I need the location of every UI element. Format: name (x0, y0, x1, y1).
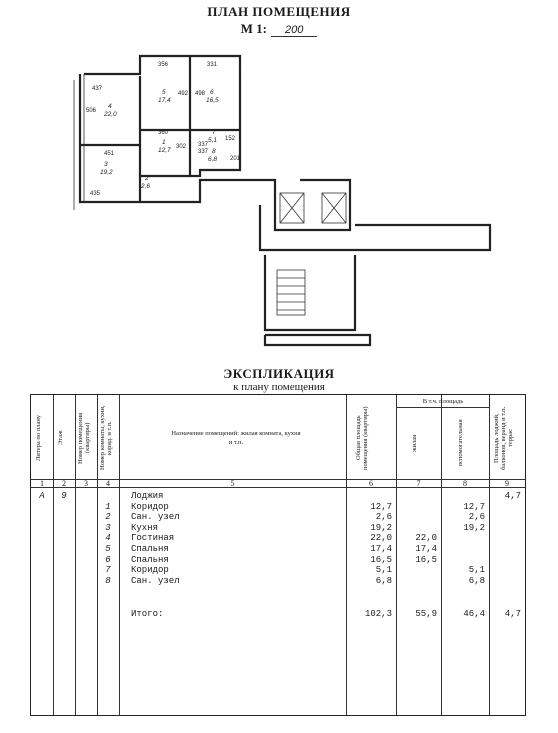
scale-label: М 1: (240, 21, 267, 36)
dim-label: 435 (90, 191, 101, 197)
room-number: 1 (162, 139, 166, 146)
dim-label: 492 (178, 91, 189, 97)
table-cell-room: 4 (105, 533, 111, 544)
total-label: Итого: (131, 609, 164, 619)
table-cell-living: 16,5 (415, 554, 437, 565)
table-cell-name: Сан. узел (131, 575, 180, 586)
table-cell-total: 19,2 (370, 522, 392, 533)
header-living: жилая (411, 434, 418, 452)
room-number: 5 (162, 89, 166, 96)
plan-title: ПЛАН ПОМЕЩЕНИЯ (207, 4, 351, 19)
table-cell-total: 17,4 (370, 544, 392, 554)
total-area: 102,3 (364, 609, 392, 619)
table-cell-name: Лоджия (131, 491, 164, 501)
table-cell-total: 5,1 (375, 565, 392, 576)
table-cell-name: Спальня (131, 544, 169, 554)
header-room: Номер комнаты, кухни, корид. и т.п. (99, 405, 113, 471)
table-cell-liter: А (39, 491, 45, 501)
table-cell-room: 6 (105, 554, 111, 565)
dim-label: 360 (158, 130, 169, 136)
table-cell-name: Кухня (131, 522, 159, 533)
dim-label: 337 (198, 142, 209, 148)
floor-plan-drawing (0, 40, 558, 365)
col-number: 7 (416, 479, 421, 488)
table-cell-name: Коридор (131, 565, 169, 576)
col-number: 2 (62, 479, 66, 488)
room-number: 3 (104, 161, 108, 168)
room-area: 17,4 (158, 97, 171, 104)
total-living: 55,9 (415, 609, 437, 619)
room-area: 5,1 (208, 137, 218, 144)
col-number: 6 (369, 479, 373, 488)
dim-label: 437 (92, 86, 103, 92)
dim-label: 451 (104, 151, 115, 157)
dim-label: 498 (195, 91, 206, 97)
explication-table (30, 394, 526, 716)
col-divider (53, 395, 54, 715)
table-cell-aux: 12,7 (463, 501, 485, 512)
table-cell-total: 6,8 (375, 575, 392, 586)
table-cell-name: Сан. узел (131, 512, 180, 523)
explication-title: ЭКСПЛИКАЦИЯ (223, 366, 335, 381)
col-divider (119, 395, 120, 715)
scale-value: 200 (271, 24, 317, 37)
table-cell-aux: 6,8 (468, 575, 485, 586)
table-cell-total: 2,6 (375, 512, 392, 523)
table-cell-name: Гостиная (131, 533, 175, 544)
table-cell-name: Коридор (131, 501, 169, 512)
dim-label: 201 (230, 156, 241, 162)
table-cell-total: 22,0 (370, 533, 392, 544)
table-cell-room: 1 (105, 501, 111, 512)
room-number: 6 (210, 89, 214, 96)
row-divider (396, 407, 489, 408)
col-divider (75, 395, 76, 715)
header-apt: Номер помещения (квартиры) (77, 412, 91, 464)
dim-label: 356 (158, 62, 169, 68)
header-incl: В т.ч. площадь (422, 398, 464, 405)
header-aux: вспомогательная (457, 419, 464, 467)
table-cell-name: Спальня (131, 554, 169, 565)
col-number: 1 (40, 479, 44, 488)
room-area: 12,7 (158, 147, 171, 154)
header-liter: Литера по плану (35, 414, 42, 462)
dim-label: 506 (86, 108, 97, 114)
room-number: 4 (108, 103, 112, 110)
header-total: Общая площадь помещения (квартиры) (355, 406, 369, 470)
header-floor: Этаж (57, 430, 64, 446)
total-loggia: 4,7 (504, 609, 521, 619)
table-cell-floor: 9 (61, 491, 67, 501)
room-area: 19,2 (100, 169, 113, 176)
header-loggia: Площадь лоджий, балконов, веранд и т.п. террас (493, 406, 514, 470)
table-cell-aux: 5,1 (468, 565, 485, 576)
table-cell-living: 22,0 (415, 533, 437, 544)
stair-flight (277, 270, 305, 315)
table-cell-total: 16,5 (370, 554, 392, 565)
room-number: 8 (212, 148, 216, 155)
dim-label: 152 (225, 136, 236, 142)
room-number: 2 (145, 175, 149, 182)
table-cell-living: 17,4 (415, 544, 437, 554)
col-number: 4 (106, 479, 110, 488)
col-divider (489, 395, 490, 715)
table-cell-room: 7 (105, 565, 111, 576)
table-cell-loggia: 4,7 (504, 491, 521, 501)
table-cell-room: 5 (105, 544, 111, 554)
plan-header (0, 4, 558, 37)
col-number: 9 (505, 479, 509, 488)
plan-scale (0, 21, 558, 37)
dim-label: 337 (198, 149, 209, 155)
stairwell-wall (265, 255, 355, 330)
table-cell-total: 12,7 (370, 501, 392, 512)
col-number: 8 (463, 479, 467, 488)
total-aux: 46,4 (463, 609, 485, 619)
col-divider (441, 395, 442, 715)
col-number: 5 (230, 479, 235, 488)
room-area: 6,8 (208, 156, 218, 163)
room-area: 16,5 (206, 97, 219, 104)
dim-label: 331 (207, 62, 218, 68)
explication-subtitle: к плану помещения (233, 381, 325, 393)
room-number: 7 (212, 129, 216, 136)
room-area: 22,0 (104, 111, 117, 118)
dim-label: 302 (176, 144, 187, 150)
table-cell-room: 3 (105, 522, 111, 533)
header-purpose: Назначение помещений: жилая комната, кухня и т.п. (171, 430, 301, 446)
room-area: 2,6 (141, 183, 151, 190)
table-cell-room: 8 (105, 575, 111, 586)
table-cell-room: 2 (105, 512, 111, 523)
table-cell-aux: 19,2 (463, 522, 485, 533)
lower-wall (265, 335, 370, 345)
table-cell-aux: 2,6 (468, 512, 485, 523)
common-corridor-wall (140, 180, 350, 230)
col-number: 3 (84, 479, 88, 488)
